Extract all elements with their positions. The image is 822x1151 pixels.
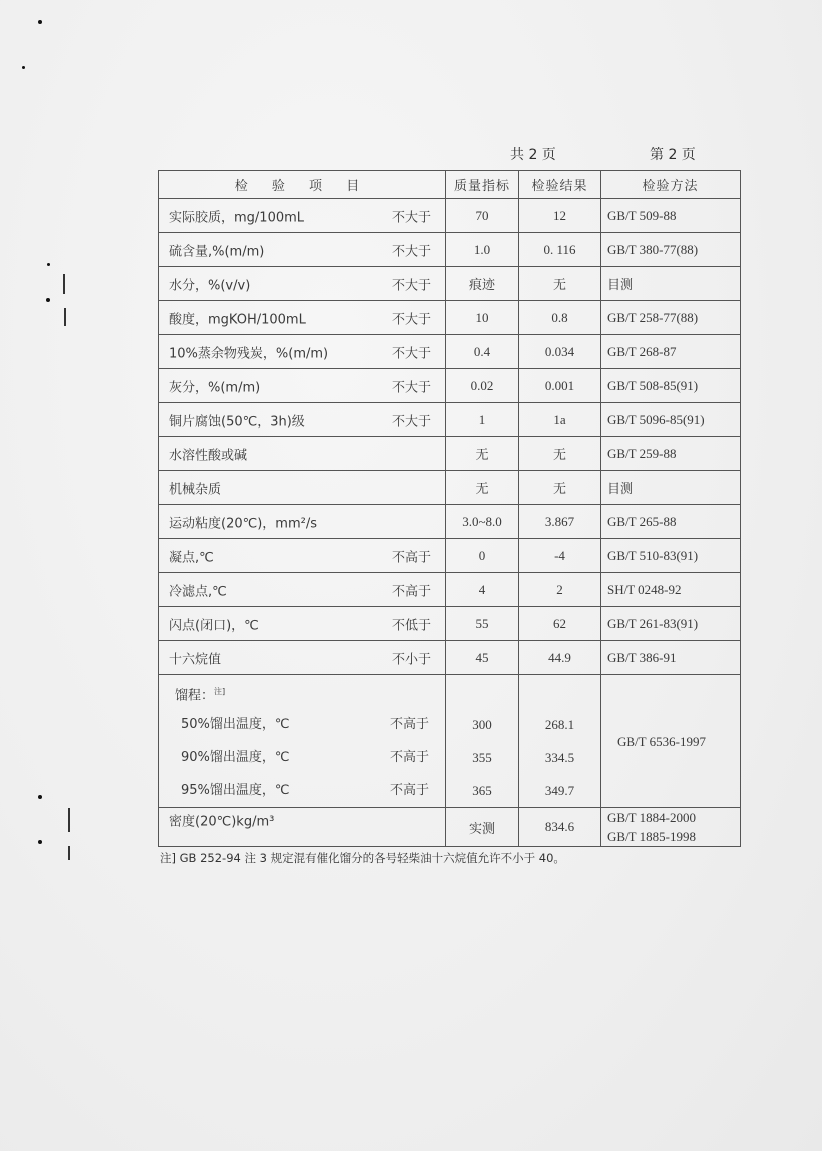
item-cell [159, 471, 446, 505]
result-cell: 2 [519, 573, 601, 607]
table-row [159, 471, 741, 505]
spec-cell: 4 [446, 573, 519, 607]
item-cell [159, 505, 446, 539]
result-cell: 44.9 [519, 641, 601, 675]
item-limit: 不高于 [391, 550, 431, 565]
spec-cell: 无 [446, 471, 519, 505]
distillation-result: 334.5 [544, 750, 575, 765]
distillation-result: 268.1 [544, 717, 575, 732]
spec-cell: 55 [446, 607, 519, 641]
item-name: 灰分，%(m/m) [169, 380, 261, 395]
table-row [159, 301, 741, 335]
method-cell: GB/T 508-85(91) [601, 369, 741, 403]
item-limit: 不大于 [391, 244, 431, 259]
item-name: 闪点(闭口)，℃ [169, 618, 259, 633]
item-limit: 不低于 [391, 618, 431, 633]
column-header-result: 检验结果 [519, 171, 601, 199]
distillation-spec: 355 [472, 750, 492, 765]
spec-cell: 0.4 [446, 335, 519, 369]
method-cell: 目测 [601, 471, 741, 505]
distillation-result: 349.7 [544, 783, 575, 798]
result-cell: 0.001 [519, 369, 601, 403]
distillation-method-cell [601, 675, 741, 808]
item-cell [159, 403, 446, 437]
item-cell [159, 301, 446, 335]
density-name: 密度(20℃)kg/m³ [169, 814, 275, 830]
distillation-spec: 365 [472, 783, 492, 798]
density-method-cell [601, 808, 741, 847]
result-cell: 无 [519, 437, 601, 471]
method-cell: GB/T 259-88 [601, 437, 741, 471]
table-row [159, 233, 741, 267]
spec-cell: 1 [446, 403, 519, 437]
result-cell: 无 [519, 471, 601, 505]
scan-speck [46, 298, 50, 302]
result-cell: -4 [519, 539, 601, 573]
footnote: 注] GB 252-94 注 3 规定混有催化馏分的各号轻柴油十六烷值允许不小于 40。 [160, 851, 565, 865]
method-cell: GB/T 268-87 [601, 335, 741, 369]
distillation-result-cell [519, 675, 601, 808]
page-number-label: 第 2 页 [650, 147, 696, 163]
density-method-2: GB/T 1885-1998 [607, 829, 696, 844]
column-header-spec: 质量指标 [446, 171, 519, 199]
table-row [159, 505, 741, 539]
density-method-1: GB/T 1884-2000 [607, 810, 696, 825]
distillation-note-mark: 注] [214, 687, 226, 696]
result-cell: 0.8 [519, 301, 601, 335]
method-cell: GB/T 509-88 [601, 199, 741, 233]
item-cell [159, 573, 446, 607]
item-limit: 不高于 [391, 584, 431, 599]
spec-cell: 0.02 [446, 369, 519, 403]
distillation-limit: 不高于 [389, 750, 429, 765]
column-header-method: 检验方法 [601, 171, 741, 199]
scan-mark [68, 808, 70, 832]
method-cell: GB/T 380-77(88) [601, 233, 741, 267]
item-name: 铜片腐蚀(50℃，3h)级 [169, 414, 305, 429]
inspection-table [158, 170, 741, 847]
table-row [159, 199, 741, 233]
item-cell [159, 437, 446, 471]
spec-cell: 10 [446, 301, 519, 335]
table-row [159, 573, 741, 607]
method-cell: GB/T 265-88 [601, 505, 741, 539]
table-row [159, 267, 741, 301]
item-name: 实际胶质，mg/100mL [169, 210, 305, 225]
result-cell: 1a [519, 403, 601, 437]
density-item-cell [159, 808, 446, 847]
item-limit: 不大于 [391, 278, 431, 293]
scan-speck [38, 795, 42, 799]
spec-cell: 无 [446, 437, 519, 471]
distillation-name: 95%馏出温度，℃ [181, 783, 290, 798]
scan-speck [38, 840, 42, 844]
density-spec: 实测 [446, 808, 519, 847]
item-cell [159, 199, 446, 233]
scan-mark [64, 308, 66, 326]
item-limit: 不大于 [391, 380, 431, 395]
item-name: 10%蒸余物残炭，%(m/m) [169, 346, 329, 361]
item-limit: 不小于 [391, 652, 431, 667]
table-row [159, 641, 741, 675]
item-name: 十六烷值 [169, 652, 222, 667]
item-cell [159, 267, 446, 301]
distillation-spec: 300 [472, 717, 492, 732]
distillation-name: 90%馏出温度，℃ [181, 750, 290, 765]
distillation-item-cell [159, 675, 446, 808]
scan-speck [22, 66, 25, 69]
distillation-spec-cell [446, 675, 519, 808]
density-row [159, 808, 741, 847]
table-row [159, 539, 741, 573]
distillation-limit: 不高于 [389, 717, 429, 732]
table-row [159, 403, 741, 437]
item-cell [159, 369, 446, 403]
margin-smudge [752, 478, 765, 638]
method-cell: GB/T 386-91 [601, 641, 741, 675]
distillation-row [159, 675, 741, 808]
result-cell: 62 [519, 607, 601, 641]
result-cell: 无 [519, 267, 601, 301]
distillation-limit: 不高于 [389, 783, 429, 798]
item-cell [159, 641, 446, 675]
spec-cell: 1.0 [446, 233, 519, 267]
item-name: 运动粘度(20℃)，mm²/s [169, 516, 317, 531]
scan-speck [38, 20, 42, 24]
scan-speck [47, 263, 50, 266]
scan-mark [63, 274, 65, 294]
result-cell: 0.034 [519, 335, 601, 369]
table-row [159, 335, 741, 369]
method-cell: GB/T 258-77(88) [601, 301, 741, 335]
item-name: 机械杂质 [169, 482, 222, 497]
method-cell: GB/T 510-83(91) [601, 539, 741, 573]
method-cell: GB/T 261-83(91) [601, 607, 741, 641]
table-row [159, 437, 741, 471]
table-row [159, 607, 741, 641]
item-limit: 不大于 [391, 414, 431, 429]
item-name: 硫含量,%(m/m) [169, 244, 265, 259]
method-cell: SH/T 0248-92 [601, 573, 741, 607]
item-cell [159, 233, 446, 267]
result-cell: 12 [519, 199, 601, 233]
spec-cell: 70 [446, 199, 519, 233]
column-header-item: 检 验 项 目 [159, 171, 446, 199]
distillation-method: GB/T 6536-1997 [617, 733, 706, 749]
item-name: 冷滤点,℃ [169, 584, 227, 599]
spec-cell: 45 [446, 641, 519, 675]
distillation-name: 50%馏出温度，℃ [181, 717, 290, 732]
density-result: 834.6 [519, 808, 601, 847]
item-name: 水分，%(v/v) [169, 278, 251, 293]
item-limit: 不大于 [391, 346, 431, 361]
item-cell [159, 539, 446, 573]
item-name: 凝点,℃ [169, 550, 214, 565]
spec-cell: 0 [446, 539, 519, 573]
item-name: 酸度，mgKOH/100mL [169, 312, 306, 327]
scan-mark [68, 846, 70, 860]
result-cell: 0. 116 [519, 233, 601, 267]
item-name: 水溶性酸或碱 [169, 448, 248, 463]
method-cell: GB/T 5096-85(91) [601, 403, 741, 437]
distillation-title: 馏程： [175, 688, 215, 704]
item-cell [159, 335, 446, 369]
item-limit: 不大于 [391, 312, 431, 327]
spec-cell: 痕迹 [446, 267, 519, 301]
total-pages-label: 共 2 页 [510, 147, 556, 163]
item-limit: 不大于 [391, 210, 431, 225]
method-cell: 目测 [601, 267, 741, 301]
item-cell [159, 607, 446, 641]
table-row [159, 369, 741, 403]
result-cell: 3.867 [519, 505, 601, 539]
spec-cell: 3.0~8.0 [446, 505, 519, 539]
table-header-row [159, 171, 741, 199]
